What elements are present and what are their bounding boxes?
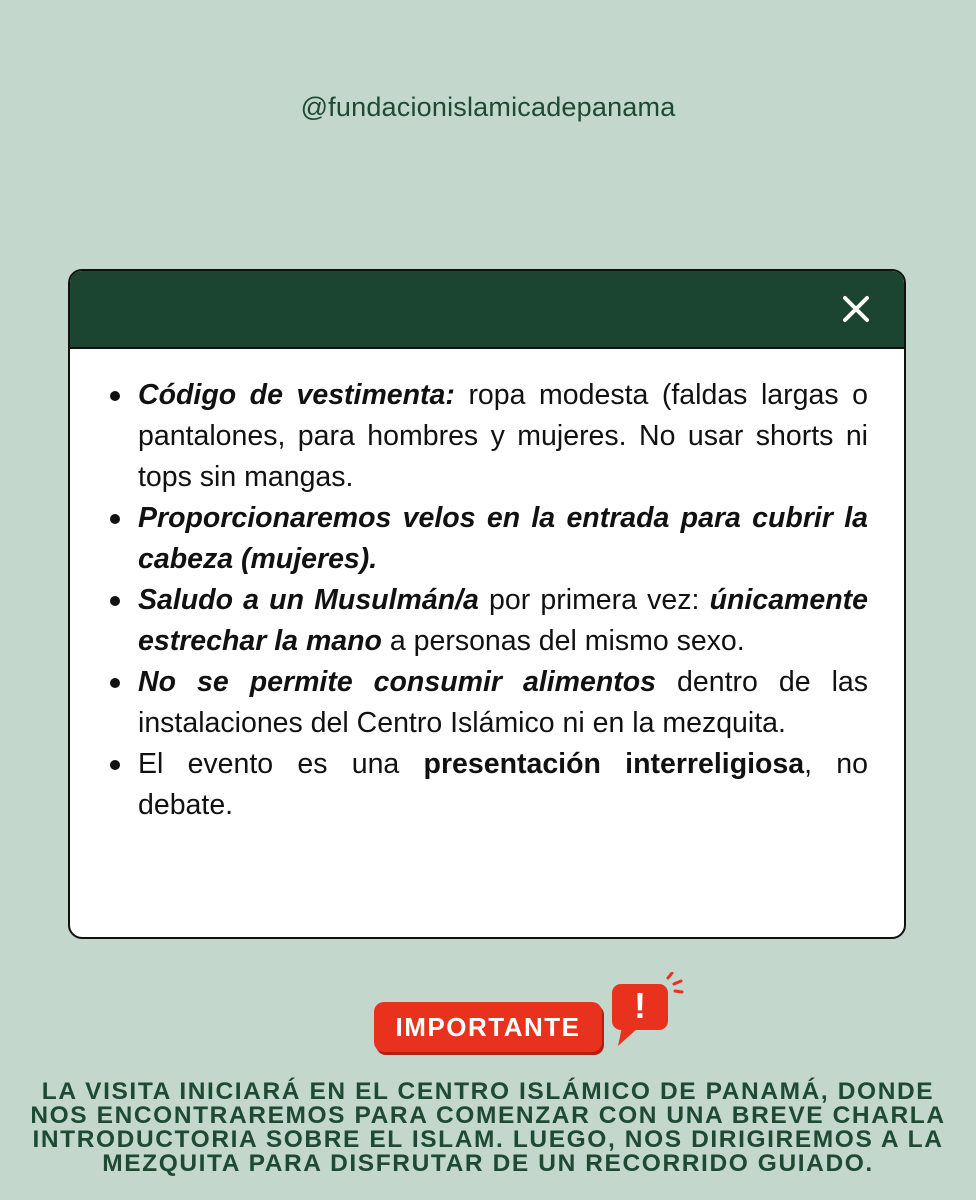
rules-dialog bbox=[68, 269, 906, 939]
important-badge: IMPORTANTE bbox=[374, 1002, 602, 1052]
visit-description bbox=[30, 1080, 946, 1176]
rule-text: No se permite consumir alimentos bbox=[138, 666, 657, 698]
rule-text: Código de vestimenta: bbox=[138, 379, 455, 411]
rule-text: El evento es una bbox=[138, 748, 424, 780]
rule-text: únicamente estrechar la mano bbox=[138, 584, 868, 657]
rule-item bbox=[110, 744, 868, 826]
important-notice bbox=[374, 972, 694, 1052]
rule-text: , no debate. bbox=[138, 748, 868, 821]
visit-line: INTRODUCTORIA SOBRE EL ISLAM. LUEGO, NOS DIRIGIREMOS A LA bbox=[32, 1126, 944, 1153]
rule-text: por primera vez: bbox=[478, 584, 710, 616]
rule-item bbox=[110, 375, 868, 498]
account-handle: @fundacionislamicadepanama bbox=[300, 92, 676, 122]
alert-icon bbox=[606, 972, 686, 1052]
rule-text: ropa modesta (faldas largas o pantalones, para hombres y mujeres. No usar shorts ni tops sin mangas. bbox=[138, 379, 868, 493]
rule-item bbox=[110, 580, 868, 662]
close-button[interactable] bbox=[838, 291, 874, 327]
alert-glyph: ! bbox=[634, 985, 646, 1026]
rule-text: Proporcionaremos velos en la entrada para cubrir la cabeza (mujeres). bbox=[138, 502, 868, 575]
rule-item bbox=[110, 662, 868, 744]
visit-line: NOS ENCONTRAREMOS PARA COMENZAR CON UNA BREVE CHARLA bbox=[30, 1102, 946, 1129]
rule-text: Saludo a un Musulmán/a bbox=[138, 584, 479, 616]
dialog-header bbox=[70, 271, 904, 349]
rule-text: presentación interreligiosa bbox=[423, 748, 805, 780]
rule-text: dentro de las instalaciones del Centro Islámico ni en la mezquita. bbox=[138, 666, 868, 739]
rule-item bbox=[110, 498, 868, 580]
close-icon bbox=[838, 291, 874, 327]
visit-line: LA VISITA INICIARÁ EN EL CENTRO ISLÁMICO DE PANAMÁ, DONDE bbox=[41, 1078, 935, 1105]
rule-text: a personas del mismo sexo. bbox=[381, 625, 745, 657]
visit-line: MEZQUITA PARA DISFRUTAR DE UN RECORRIDO GUIADO. bbox=[102, 1150, 874, 1177]
rules-list bbox=[110, 375, 868, 826]
